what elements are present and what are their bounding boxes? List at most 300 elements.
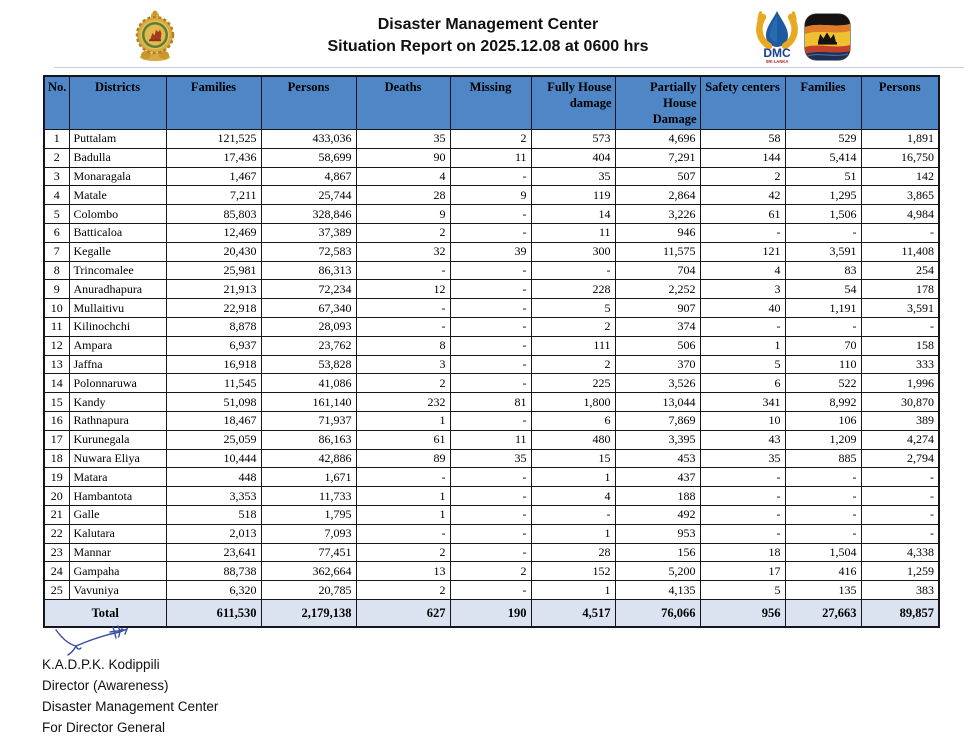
total-cell: 956 [700,599,785,627]
table-cell: 3,591 [861,299,939,318]
table-cell: 1,800 [531,393,615,412]
total-cell: 4,517 [531,599,615,627]
total-cell: 89,857 [861,599,939,627]
table-cell: 9 [44,280,69,299]
svg-text:SRI LANKA: SRI LANKA [765,59,789,64]
table-cell: 67,340 [261,299,356,318]
table-cell: 72,583 [261,242,356,261]
table-cell: 20,430 [166,242,261,261]
table-cell: 14 [531,205,615,224]
table-cell: 25,059 [166,430,261,449]
table-row [44,148,939,167]
table-cell: 5 [44,205,69,224]
table-cell: 3,591 [785,242,861,261]
table-cell: 228 [531,280,615,299]
table-cell: 6,320 [166,581,261,600]
table-cell: 416 [785,562,861,581]
dmc-logo [750,7,804,70]
signatory-on-behalf: For Director General [42,720,166,735]
table-cell: 1,295 [785,186,861,205]
table-cell: 1 [531,524,615,543]
table-cell: 232 [356,393,450,412]
table-body [44,130,939,628]
table-cell: 161,140 [261,393,356,412]
table-cell: 12,469 [166,223,261,242]
table-cell: 4,338 [861,543,939,562]
table-cell: 152 [531,562,615,581]
header-divider [54,67,964,68]
table-cell: - [450,167,531,186]
table-cell: 2,864 [615,186,700,205]
table-cell: - [450,355,531,374]
table-cell: 16,750 [861,148,939,167]
table-cell: 178 [861,280,939,299]
situation-report-table [43,75,940,628]
table-cell: 58,699 [261,148,356,167]
page-subtitle: Situation Report on 2025.12.08 at 0600 hrs [327,38,649,55]
table-cell: 9 [450,186,531,205]
table-cell: 704 [615,261,700,280]
table-cell: 83 [785,261,861,280]
table-cell: - [356,261,450,280]
table-cell: Kilinochchi [69,317,166,336]
table-cell: 21,913 [166,280,261,299]
table-cell: 19 [44,468,69,487]
table-cell: 144 [700,148,785,167]
table-row [44,393,939,412]
table-cell: Kandy [69,393,166,412]
table-cell: Ampara [69,336,166,355]
table-cell: 106 [785,411,861,430]
table-cell: - [861,505,939,524]
table-cell: 16,918 [166,355,261,374]
table-cell: 23,641 [166,543,261,562]
table-cell: 23 [44,543,69,562]
table-row [44,205,939,224]
table-cell: - [450,317,531,336]
table-cell: 22,918 [166,299,261,318]
table-cell: Kegalle [69,242,166,261]
table-cell: - [700,505,785,524]
table-cell: 3,526 [615,374,700,393]
table-cell: - [450,223,531,242]
column-header: Safety centers [700,76,785,130]
table-cell: - [700,223,785,242]
table-cell: 5 [531,299,615,318]
table-row [44,543,939,562]
table-cell: 5 [700,581,785,600]
table-cell: 28,093 [261,317,356,336]
total-label: Total [44,599,166,627]
table-cell: - [785,468,861,487]
table-row [44,374,939,393]
column-header: Families [785,76,861,130]
table-cell: 1 [531,581,615,600]
table-cell: 1 [700,336,785,355]
table-cell: 51 [785,167,861,186]
table-cell: 2 [700,167,785,186]
table-cell: 1,891 [861,130,939,149]
table-cell: 1,467 [166,167,261,186]
table-cell: 480 [531,430,615,449]
table-cell: 11,575 [615,242,700,261]
total-cell: 76,066 [615,599,700,627]
table-cell: Nuwara Eliya [69,449,166,468]
table-cell: 18 [700,543,785,562]
table-cell: 61 [356,430,450,449]
table-cell: - [700,317,785,336]
table-cell: 2,013 [166,524,261,543]
table-cell: 529 [785,130,861,149]
table-cell: 13 [44,355,69,374]
table-cell: 1,506 [785,205,861,224]
table-cell: 18,467 [166,411,261,430]
table-row [44,299,939,318]
table-cell: 3 [356,355,450,374]
table-cell: 70 [785,336,861,355]
table-row [44,336,939,355]
table-cell: 7,291 [615,148,700,167]
dmc-hands-drop-icon [750,7,804,65]
table-cell: 11 [450,430,531,449]
table-cell: 506 [615,336,700,355]
table-cell: 433,036 [261,130,356,149]
total-row [44,599,939,627]
column-header: Districts [69,76,166,130]
signature-icon [50,624,142,658]
table-cell: 86,313 [261,261,356,280]
table-cell: Monaragala [69,167,166,186]
table-cell: - [450,261,531,280]
table-cell: 507 [615,167,700,186]
table-cell: 1 [356,487,450,506]
table-cell: 17 [700,562,785,581]
table-cell: 40 [700,299,785,318]
table-cell: 3,226 [615,205,700,224]
table-cell: - [450,505,531,524]
table-cell: 448 [166,468,261,487]
table-cell: 453 [615,449,700,468]
table-cell: Rathnapura [69,411,166,430]
table-row [44,261,939,280]
table-cell: Hambantota [69,487,166,506]
table-cell: 1,191 [785,299,861,318]
table-cell: 8,878 [166,317,261,336]
svg-text:DMC: DMC [763,46,791,60]
table-cell: 389 [861,411,939,430]
table-cell: - [785,524,861,543]
table-cell: 2,252 [615,280,700,299]
table-cell: 6 [700,374,785,393]
table-cell: Puttalam [69,130,166,149]
table-row [44,524,939,543]
table-cell: - [450,280,531,299]
table-cell: 2 [450,130,531,149]
table-cell: 2,794 [861,449,939,468]
table-cell: - [861,468,939,487]
table-cell: 135 [785,581,861,600]
table-cell: 383 [861,581,939,600]
table-cell: 946 [615,223,700,242]
table-cell: Mullaitivu [69,299,166,318]
table-cell: 121,525 [166,130,261,149]
table-cell: 7,869 [615,411,700,430]
table-cell: Anuradhapura [69,280,166,299]
table-cell: - [700,487,785,506]
table-cell: 24 [44,562,69,581]
table-row [44,487,939,506]
table-cell: 1 [356,411,450,430]
table-cell: 7,093 [261,524,356,543]
table-cell: 4,867 [261,167,356,186]
table-cell: - [861,317,939,336]
table-cell: 121 [700,242,785,261]
table-row [44,317,939,336]
table-cell: 32 [356,242,450,261]
table-cell: 35 [450,449,531,468]
table-cell: 953 [615,524,700,543]
table-cell: 7 [44,242,69,261]
table-cell: 225 [531,374,615,393]
table-cell: 404 [531,148,615,167]
table-cell: - [356,317,450,336]
table-cell: 35 [700,449,785,468]
table-cell: 51,098 [166,393,261,412]
table-cell: 518 [166,505,261,524]
table-cell: - [450,543,531,562]
table-cell: 1,259 [861,562,939,581]
table-cell: 188 [615,487,700,506]
table-cell: 11 [531,223,615,242]
table-cell: Polonnaruwa [69,374,166,393]
table-cell: 15 [44,393,69,412]
table-cell: 2 [356,374,450,393]
table-cell: Colombo [69,205,166,224]
table-cell: 2 [356,543,450,562]
table-cell: 6 [44,223,69,242]
column-header: Deaths [356,76,450,130]
table-cell: Vavuniya [69,581,166,600]
table-cell: - [450,487,531,506]
table-cell: 13,044 [615,393,700,412]
table-cell: - [450,468,531,487]
table-cell: 22 [44,524,69,543]
table-cell: 3 [700,280,785,299]
table-cell: 158 [861,336,939,355]
table-cell: - [785,317,861,336]
column-header: Missing [450,76,531,130]
table-cell: 35 [356,130,450,149]
table-cell: 4 [531,487,615,506]
table-cell: 11,545 [166,374,261,393]
table-cell: 8,992 [785,393,861,412]
column-header: Persons [861,76,939,130]
page-title: Disaster Management Center [377,16,599,33]
table-cell: 4,696 [615,130,700,149]
table-cell: 2 [356,581,450,600]
table-cell: 2 [531,355,615,374]
table-cell: 11,733 [261,487,356,506]
table-cell: 10 [700,411,785,430]
signatory-name: K.A.D.P.K. Kodippili [42,657,160,672]
table-cell: 10,444 [166,449,261,468]
table-cell: 3 [44,167,69,186]
table-cell: 3,865 [861,186,939,205]
table-cell: - [450,205,531,224]
table-row [44,186,939,205]
table-cell: 4 [44,186,69,205]
table-cell: 20,785 [261,581,356,600]
table-cell: 10 [44,299,69,318]
table-cell: - [450,299,531,318]
table-cell: 156 [615,543,700,562]
table-cell: 25,744 [261,186,356,205]
total-cell: 627 [356,599,450,627]
table-cell: Galle [69,505,166,524]
table-cell: - [356,299,450,318]
table-cell: 6 [531,411,615,430]
table-row [44,581,939,600]
table-row [44,505,939,524]
table-cell: - [450,524,531,543]
table-cell: 89 [356,449,450,468]
table-cell: - [861,223,939,242]
table-cell: 3,395 [615,430,700,449]
table-cell: 4,984 [861,205,939,224]
table-cell: 28 [531,543,615,562]
table-cell: 907 [615,299,700,318]
table-cell: Gampaha [69,562,166,581]
table-cell: 5 [700,355,785,374]
table-cell: 12 [356,280,450,299]
table-cell: 4 [700,261,785,280]
column-header: No. [44,76,69,130]
table-cell: 2 [356,223,450,242]
table-cell: 77,451 [261,543,356,562]
table-cell: 254 [861,261,939,280]
table-cell: 28 [356,186,450,205]
table-row [44,280,939,299]
table-cell: 14 [44,374,69,393]
table-row [44,223,939,242]
table-cell: Trincomalee [69,261,166,280]
table-cell: 42 [700,186,785,205]
table-cell: Badulla [69,148,166,167]
table-cell: 1,504 [785,543,861,562]
table-cell: 2 [44,148,69,167]
table-cell: Kalutara [69,524,166,543]
table-row [44,242,939,261]
table-cell: 17,436 [166,148,261,167]
table-cell: 370 [615,355,700,374]
table-cell: 6,937 [166,336,261,355]
table-cell: 522 [785,374,861,393]
table-cell: 8 [356,336,450,355]
table-cell: 1 [44,130,69,149]
table-cell: Matale [69,186,166,205]
table-row [44,562,939,581]
table-cell: - [531,505,615,524]
table-cell: - [531,261,615,280]
signatory-block [42,654,218,738]
table-cell: 5,414 [785,148,861,167]
table-cell: 41,086 [261,374,356,393]
table-cell: 300 [531,242,615,261]
table-cell: 1,209 [785,430,861,449]
table-cell: 5,200 [615,562,700,581]
column-header: Partially House Damage [615,76,700,130]
table-cell: 374 [615,317,700,336]
table-cell: 90 [356,148,450,167]
table-cell: 25,981 [166,261,261,280]
table-cell: 16 [44,411,69,430]
table-cell: 333 [861,355,939,374]
table-cell: 18 [44,449,69,468]
table-cell: - [356,468,450,487]
table-cell: 13 [356,562,450,581]
table-cell: - [450,374,531,393]
table-cell: 2 [531,317,615,336]
table-cell: Mannar [69,543,166,562]
table-cell: 1,795 [261,505,356,524]
table-cell: - [785,223,861,242]
table-cell: 437 [615,468,700,487]
table-cell: 11 [44,317,69,336]
table-cell: 1,671 [261,468,356,487]
table-cell: 7,211 [166,186,261,205]
table-cell: 362,664 [261,562,356,581]
table-cell: Matara [69,468,166,487]
table-cell: 15 [531,449,615,468]
table-cell: 12 [44,336,69,355]
table-cell: 119 [531,186,615,205]
signatory-designation: Director (Awareness) [42,678,169,693]
column-header: Families [166,76,261,130]
table-header [44,76,939,130]
table-cell: Batticaloa [69,223,166,242]
table-cell: 20 [44,487,69,506]
total-cell: 611,530 [166,599,261,627]
table-cell: 88,738 [166,562,261,581]
table-cell: 3,353 [166,487,261,506]
table-row [44,411,939,430]
table-cell: 142 [861,167,939,186]
table-cell: 1,996 [861,374,939,393]
total-cell: 190 [450,599,531,627]
table-cell: 39 [450,242,531,261]
table-cell: 53,828 [261,355,356,374]
table-cell: 110 [785,355,861,374]
table-cell: 4 [356,167,450,186]
table-cell: Jaffna [69,355,166,374]
table-cell: 71,937 [261,411,356,430]
table-cell: 23,762 [261,336,356,355]
table-row [44,355,939,374]
table-row [44,167,939,186]
table-cell: - [356,524,450,543]
table-row [44,449,939,468]
table-cell: - [861,524,939,543]
column-header: Persons [261,76,356,130]
table-cell: - [861,487,939,506]
table-cell: - [450,581,531,600]
table-cell: 328,846 [261,205,356,224]
table-cell: 4,135 [615,581,700,600]
table-cell: 35 [531,167,615,186]
table-cell: 43 [700,430,785,449]
table-cell: 54 [785,280,861,299]
table-cell: - [700,524,785,543]
